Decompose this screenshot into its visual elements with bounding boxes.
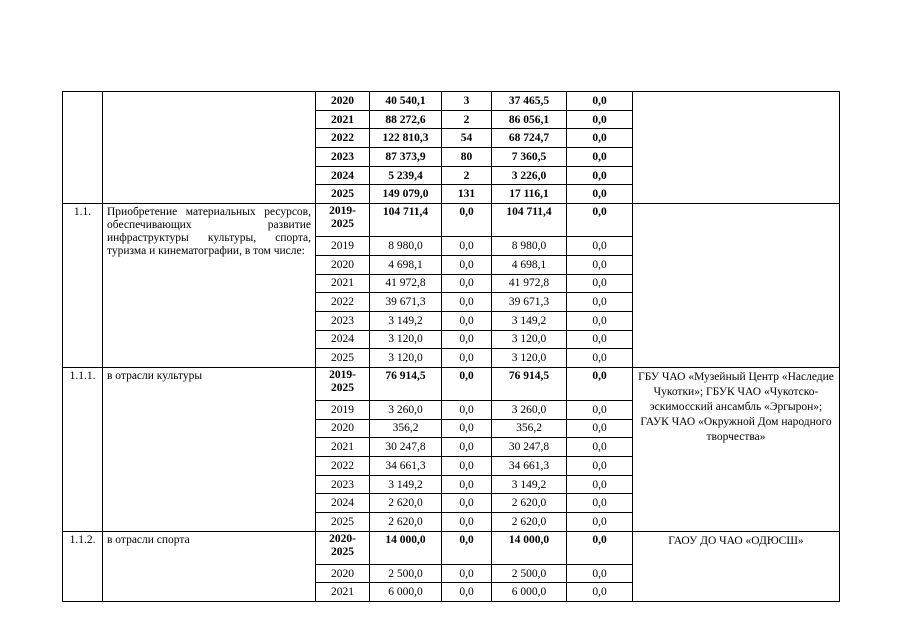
value-cell: 0,0 xyxy=(442,367,492,400)
value-cell: 76 914,5 xyxy=(492,367,567,400)
value-cell: 0,0 xyxy=(567,92,633,111)
total-cell: 41 972,8 xyxy=(370,274,442,293)
year-cell: 2021 xyxy=(316,110,370,129)
year-cell: 2020 xyxy=(316,92,370,111)
value-cell: 34 661,3 xyxy=(492,457,567,476)
value-cell: 3 120,0 xyxy=(492,349,567,368)
total-cell: 4 698,1 xyxy=(370,255,442,274)
value-cell: 104 711,4 xyxy=(492,204,567,237)
year-cell: 2022 xyxy=(316,129,370,148)
value-cell: 2 620,0 xyxy=(492,494,567,513)
total-cell: 87 373,9 xyxy=(370,148,442,167)
total-cell: 34 661,3 xyxy=(370,457,442,476)
value-cell: 0,0 xyxy=(567,274,633,293)
value-cell: 4 698,1 xyxy=(492,255,567,274)
year-cell: 2019 xyxy=(316,400,370,419)
executor-cell xyxy=(633,204,840,368)
year-cell: 2022 xyxy=(316,457,370,476)
value-cell: 0,0 xyxy=(567,367,633,400)
total-cell: 356,2 xyxy=(370,419,442,438)
year-range-cell: 2019-2025 xyxy=(316,204,370,237)
year-cell: 2021 xyxy=(316,438,370,457)
total-cell: 3 120,0 xyxy=(370,349,442,368)
value-cell: 0,0 xyxy=(567,494,633,513)
year-cell: 2021 xyxy=(316,274,370,293)
section-description-text: Приобретение материальных ресурсов, обеспечивающих развитие инфраструктуры культуры, спорта, туризма и кинематографии, в том числе: xyxy=(107,206,311,258)
section-description: в отрасли спорта xyxy=(103,531,316,601)
total-cell: 3 120,0 xyxy=(370,330,442,349)
total-cell: 122 810,3 xyxy=(370,129,442,148)
year-cell: 2024 xyxy=(316,166,370,185)
value-cell: 17 116,1 xyxy=(492,185,567,204)
total-cell: 3 260,0 xyxy=(370,400,442,419)
value-cell: 0,0 xyxy=(442,513,492,532)
total-cell: 14 000,0 xyxy=(370,531,442,564)
value-cell: 0,0 xyxy=(442,494,492,513)
value-cell: 0,0 xyxy=(567,400,633,419)
value-cell: 0,0 xyxy=(442,237,492,256)
total-cell: 30 247,8 xyxy=(370,438,442,457)
year-cell: 2025 xyxy=(316,185,370,204)
value-cell: 0,0 xyxy=(442,419,492,438)
section-description xyxy=(103,204,316,368)
total-cell: 88 272,6 xyxy=(370,110,442,129)
value-cell: 0,0 xyxy=(442,293,492,312)
value-cell: 7 360,5 xyxy=(492,148,567,167)
executor-cell: ГБУ ЧАО «Музейный Центр «Наследие Чукотки»; ГБУК ЧАО «Чукотско-эскимосский ансамбль «Эргырон»; ГАУК ЧАО «Окружной Дом народного творчества» xyxy=(633,367,840,531)
value-cell: 14 000,0 xyxy=(492,531,567,564)
value-cell: 0,0 xyxy=(567,129,633,148)
section-number: 1.1.2. xyxy=(63,531,103,601)
value-cell: 3 260,0 xyxy=(492,400,567,419)
value-cell: 131 xyxy=(442,185,492,204)
value-cell: 2 500,0 xyxy=(492,564,567,583)
value-cell: 0,0 xyxy=(442,204,492,237)
value-cell: 0,0 xyxy=(567,330,633,349)
total-cell: 3 149,2 xyxy=(370,475,442,494)
value-cell: 8 980,0 xyxy=(492,237,567,256)
section-number: 1.1.1. xyxy=(63,367,103,531)
value-cell: 0,0 xyxy=(442,255,492,274)
value-cell: 0,0 xyxy=(442,311,492,330)
section-description: в отрасли культуры xyxy=(103,367,316,531)
value-cell: 0,0 xyxy=(567,148,633,167)
value-cell: 0,0 xyxy=(442,583,492,602)
value-cell: 68 724,7 xyxy=(492,129,567,148)
executor-cell xyxy=(633,92,840,204)
year-cell: 2022 xyxy=(316,293,370,312)
description-cell xyxy=(103,92,316,204)
year-cell: 2024 xyxy=(316,330,370,349)
value-cell: 0,0 xyxy=(442,400,492,419)
year-range-cell: 2019-2025 xyxy=(316,367,370,400)
total-cell: 76 914,5 xyxy=(370,367,442,400)
value-cell: 86 056,1 xyxy=(492,110,567,129)
value-cell: 41 972,8 xyxy=(492,274,567,293)
value-cell: 37 465,5 xyxy=(492,92,567,111)
value-cell: 2 xyxy=(442,166,492,185)
executor-cell: ГАОУ ДО ЧАО «ОДЮСШ» xyxy=(633,531,840,601)
value-cell: 0,0 xyxy=(567,237,633,256)
value-cell: 3 120,0 xyxy=(492,330,567,349)
table-row xyxy=(63,92,840,111)
total-cell: 3 149,2 xyxy=(370,311,442,330)
value-cell: 6 000,0 xyxy=(492,583,567,602)
value-cell: 0,0 xyxy=(442,438,492,457)
total-cell: 2 620,0 xyxy=(370,494,442,513)
budget-table xyxy=(62,91,840,602)
value-cell: 356,2 xyxy=(492,419,567,438)
year-cell: 2024 xyxy=(316,494,370,513)
year-cell: 2023 xyxy=(316,311,370,330)
section-number: 1.1. xyxy=(63,204,103,368)
value-cell: 0,0 xyxy=(567,438,633,457)
year-cell: 2025 xyxy=(316,349,370,368)
value-cell: 0,0 xyxy=(567,564,633,583)
total-cell: 149 079,0 xyxy=(370,185,442,204)
year-cell: 2020 xyxy=(316,564,370,583)
value-cell: 0,0 xyxy=(442,274,492,293)
value-cell: 2 620,0 xyxy=(492,513,567,532)
value-cell: 0,0 xyxy=(442,475,492,494)
value-cell: 0,0 xyxy=(567,110,633,129)
value-cell: 0,0 xyxy=(442,531,492,564)
value-cell: 0,0 xyxy=(567,583,633,602)
value-cell: 30 247,8 xyxy=(492,438,567,457)
year-cell: 2020 xyxy=(316,419,370,438)
value-cell: 3 149,2 xyxy=(492,475,567,494)
value-cell: 3 xyxy=(442,92,492,111)
total-cell: 2 500,0 xyxy=(370,564,442,583)
total-cell: 2 620,0 xyxy=(370,513,442,532)
table-row xyxy=(63,367,840,400)
value-cell: 80 xyxy=(442,148,492,167)
year-cell: 2023 xyxy=(316,475,370,494)
value-cell: 0,0 xyxy=(567,513,633,532)
value-cell: 0,0 xyxy=(442,349,492,368)
year-range-cell: 2020-2025 xyxy=(316,531,370,564)
total-cell: 6 000,0 xyxy=(370,583,442,602)
total-cell: 104 711,4 xyxy=(370,204,442,237)
value-cell: 3 226,0 xyxy=(492,166,567,185)
value-cell: 0,0 xyxy=(567,531,633,564)
value-cell: 0,0 xyxy=(442,457,492,476)
value-cell: 2 xyxy=(442,110,492,129)
value-cell: 0,0 xyxy=(567,419,633,438)
year-cell: 2019 xyxy=(316,237,370,256)
value-cell: 0,0 xyxy=(567,185,633,204)
value-cell: 0,0 xyxy=(567,457,633,476)
total-cell: 5 239,4 xyxy=(370,166,442,185)
year-cell: 2021 xyxy=(316,583,370,602)
number-cell xyxy=(63,92,103,204)
value-cell: 0,0 xyxy=(567,475,633,494)
value-cell: 0,0 xyxy=(442,564,492,583)
value-cell: 0,0 xyxy=(567,255,633,274)
value-cell: 0,0 xyxy=(442,330,492,349)
year-cell: 2020 xyxy=(316,255,370,274)
total-cell: 39 671,3 xyxy=(370,293,442,312)
value-cell: 0,0 xyxy=(567,166,633,185)
table-row xyxy=(63,204,840,237)
year-cell: 2025 xyxy=(316,513,370,532)
value-cell: 0,0 xyxy=(567,349,633,368)
total-cell: 8 980,0 xyxy=(370,237,442,256)
value-cell: 0,0 xyxy=(567,311,633,330)
table-row xyxy=(63,531,840,564)
value-cell: 0,0 xyxy=(567,293,633,312)
value-cell: 54 xyxy=(442,129,492,148)
value-cell: 39 671,3 xyxy=(492,293,567,312)
year-cell: 2023 xyxy=(316,148,370,167)
total-cell: 40 540,1 xyxy=(370,92,442,111)
value-cell: 3 149,2 xyxy=(492,311,567,330)
value-cell: 0,0 xyxy=(567,204,633,237)
